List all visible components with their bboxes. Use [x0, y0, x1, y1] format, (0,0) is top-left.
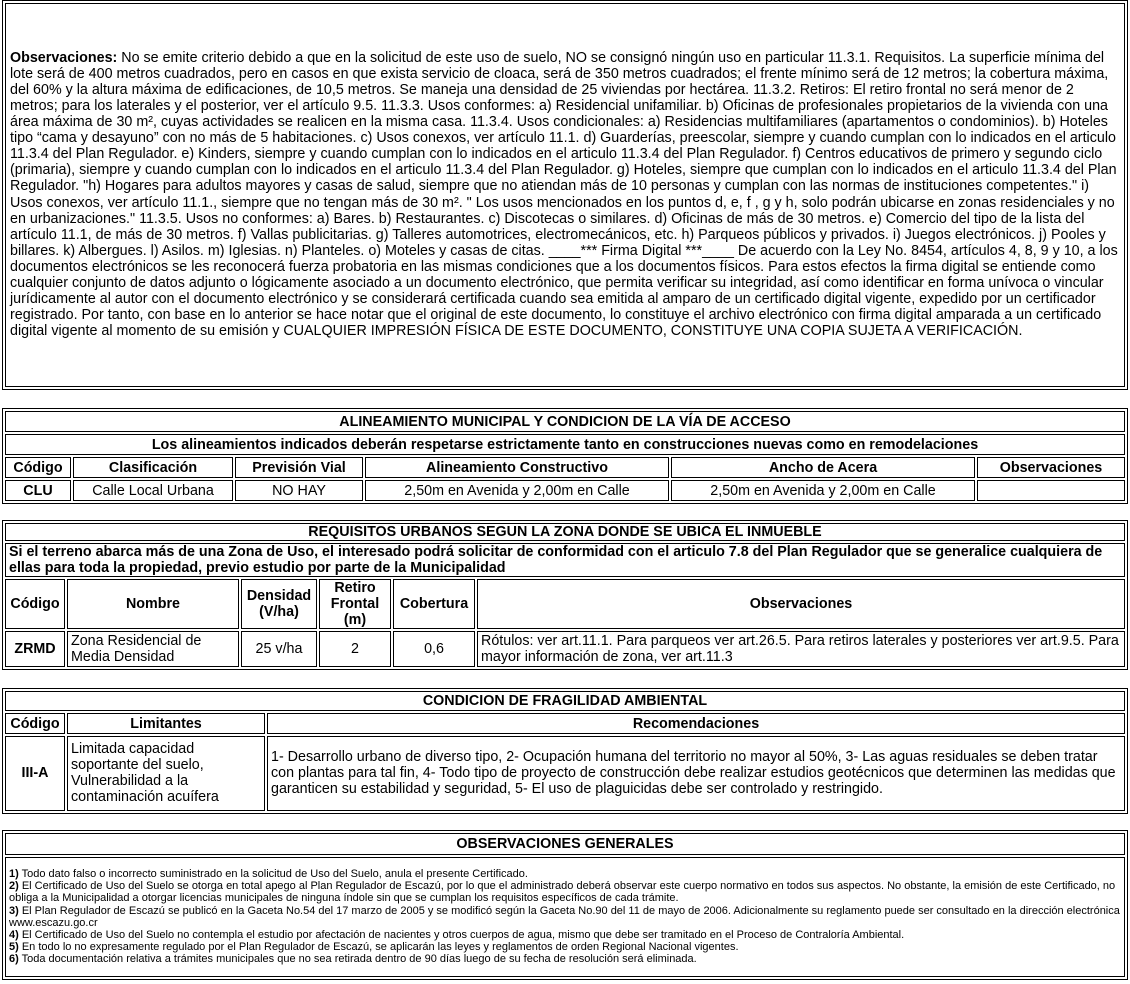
observaciones-label: Observaciones: [10, 49, 118, 66]
generales-item-number: 5) [9, 941, 19, 954]
alineamiento-table [2, 408, 1128, 504]
observaciones-table [2, 0, 1128, 390]
requisitos-codigo: ZRMD [5, 631, 65, 667]
fragilidad-codigo: III-A [5, 736, 65, 811]
requisitos-header-cobertura: Cobertura [393, 579, 475, 629]
requisitos-header-densidad: Densidad (V/ha) [241, 579, 317, 629]
alineamiento-header-acera: Ancho de Acera [671, 457, 975, 478]
fragilidad-header-codigo: Código [5, 713, 65, 733]
requisitos-observaciones: Rótulos: ver art.11.1. Para parqueos ver art.26.5. Para retiros laterales y posteriores ver art.9.5. Para mayor información de zona, ver art.11.3 [477, 631, 1125, 667]
requisitos-header-codigo: Código [5, 579, 65, 629]
generales-item [9, 905, 1121, 929]
requisitos-retiro: 2 [319, 631, 391, 667]
requisitos-header-nombre: Nombre [67, 579, 239, 629]
requisitos-densidad: 25 v/ha [241, 631, 317, 667]
generales-item [9, 953, 1121, 965]
observaciones-text: No se emite criterio debido a que en la solicitud de este uso de suelo, NO se consignó ningún uso en particular 11.3.1. Requisitos. La superficie mínima del lote será de 400 metros cuadrados, pero en casos en que exista servicio de cloaca, será de 350 metros cuadrados; el frente mínimo será de 12 metros; la cobertura máxima, del 60% y la altura máxima de edificaciones, de 10,5 metros. Se maneja una densidad de 25 viviendas por hectárea. 11.3.2. Retiros: El retiro frontal no será menor de 2 metros; para los laterales y el posterior, ver el artículo 9.5. 11.3.3. Usos conformes: a) Residencial unifamiliar. b) Oficinas de profesionales propietarios de la vivienda con una área máxima de 30 m², cuyas actividades se realicen en la misma casa. 11.3.4. Usos condicionales: a) Residencias multifamiliares (apartamentos o condominios). b) Hoteles tipo “cama y desayuno” con no más de 5 habitaciones. c) Usos conexos, ver artículo 11.1. d) Guarderías, preescolar, siempre y cuando cumplan con lo indicados en el articulo 11.3.4 del Plan Regulador. e) Kinders, siempre y cuando cumplan con lo indicados en el articulo 11.3.4 del Plan Regulador. f) Centros educativos de primero y segundo ciclo (primaria), siempre y cuando cumplan con lo indicados en el articulo 11.3.4 del Plan Regulador. g) Hoteles, siempre que cumplan con lo indicados en el articulo 11.3.4 del Plan Regulador. "h) Hogares para adultos mayores y casas de salud, siempre que no atiendan más de 10 personas y cumplan con las normas de instituciones competentes." i) Usos conexos, ver artículo 11.1., siempre que no tengan más de 30 m². " Los usos mencionados en los puntos d, e, f , g y h, solo podrán ubicarse en zonas residenciales y no en urbanizaciones." 11.3.5. Usos no conformes: a) Bares. b) Restaurantes. c) Discotecas o similares. d) Oficinas de más de 30 metros. e) Comercio del tipo de la lista del artículo 11.1, de más de 30 metros. f) Vallas publicitarias. g) Talleres automotrices, electromecánicos, etc. h) Parqueos públicos y privados. i) Juegos electrónicos. j) Pooles y billares. k) Albergues. l) Asilos. m) Iglesias. n) Planteles. o) Moteles y casas de citas. ____*** Firma Digital ***____ De acuerdo con la Ley No. 8454, artículos 4, 8, 9 y 10, a los documentos electrónicos se les reconocerá fuerza probatoria en las mismas condiciones que a los documentos físicos. Para estos efectos la firma digital se entiende como cualquier conjunto de datos adjunto o lógicamente asociado a un documento electrónico, que permita verificar su integridad, así como identificar en forma unívoca o vincular jurídicamente al autor con el documento electrónico y se considerará certificada cuando sea emitida al amparo de un certificado digital vigente, expedido por un certificador registrado. Por tanto, con base en lo anterior se hace notar que el original de este documento, lo constituye el archivo electrónico con firma digital amparada a un certificado digital vigente al momento de su emisión y CUALQUIER IMPRESIÓN FÍSICA DE ESTE DOCUMENTO, CONSTITUYE UNA COPIA SUJETA A VERIFICACIÓN. [10, 49, 1118, 340]
alineamiento-header-alineamiento: Alineamiento Constructivo [365, 457, 669, 478]
requisitos-table [2, 520, 1128, 670]
requisitos-header-observaciones: Observaciones [477, 579, 1125, 629]
generales-item [9, 868, 1121, 880]
fragilidad-table [2, 688, 1128, 814]
fragilidad-limitantes: Limitada capacidad soportante del suelo, Vulnerabilidad a la contaminación acuífera [67, 736, 265, 811]
generales-item [9, 880, 1121, 904]
requisitos-header-retiro: Retiro Frontal (m) [319, 579, 391, 629]
fragilidad-header-limitantes: Limitantes [67, 713, 265, 733]
fragilidad-title: CONDICION DE FRAGILIDAD AMBIENTAL [5, 691, 1125, 711]
fragilidad-header-recomendaciones: Recomendaciones [267, 713, 1125, 733]
alineamiento-clasificacion: Calle Local Urbana [73, 480, 233, 501]
alineamiento-header-observaciones: Observaciones [977, 457, 1125, 478]
generales-item-number: 2) [9, 880, 19, 893]
generales-item-text: El Plan Regulador de Escazú se publicó en la Gaceta No.54 del 17 marzo de 2005 y se modificó según la Gaceta No.90 del 11 de mayo de 2006. Adicionalmente su reglamento puede ser consultado en la dirección electrónica www.escazu.go.cr [9, 904, 1120, 929]
generales-item-number: 1) [9, 868, 19, 881]
alineamiento-header-prevision: Previsión Vial [235, 457, 363, 478]
fragilidad-recomendaciones: 1- Desarrollo urbano de diverso tipo, 2- Ocupación humana del territorio no mayor al 50%, 3- Las aguas residuales se deben tratar con plantas para tal fin, 4- Todo tipo de proyecto de construcción debe realizar estudios geotécnicos que determinen las medidas que garanticen su estabilidad y seguridad, 5- El uso de plaguicidas debe ser controlado y restringido. [267, 736, 1125, 811]
requisitos-title: REQUISITOS URBANOS SEGUN LA ZONA DONDE SE UBICA EL INMUEBLE [5, 523, 1125, 541]
generales-table [2, 830, 1128, 980]
alineamiento-title: ALINEAMIENTO MUNICIPAL Y CONDICION DE LA VÍA DE ACCESO [5, 411, 1125, 432]
alineamiento-ancho-acera: 2,50m en Avenida y 2,00m en Calle [671, 480, 975, 501]
alineamiento-prevision: NO HAY [235, 480, 363, 501]
generales-item-number: 6) [9, 953, 19, 966]
generales-item-number: 4) [9, 929, 19, 942]
generales-item-text: Toda documentación relativa a trámites municipales que no sea retirada dentro de 90 días luego de su fecha de resolución será eliminada. [18, 953, 697, 966]
generales-item-text: El Certificado de Uso del Suelo no contempla el estudio por afectación de nacientes y otros cuerpos de agua, mismo que debe ser tramitado en el Proceso de Contraloría Ambiental. [18, 929, 905, 942]
observaciones-cell [5, 3, 1125, 387]
requisitos-nombre: Zona Residencial de Media Densidad [67, 631, 239, 667]
generales-item [9, 929, 1121, 941]
alineamiento-constructivo: 2,50m en Avenida y 2,00m en Calle [365, 480, 669, 501]
generales-item-text: En todo lo no expresamente regulado por el Plan Regulador de Escazú, se aplicarán las leyes y reglamentos de orden Regional Nacional vigentes. [18, 941, 739, 954]
alineamiento-header-clasificacion: Clasificación [73, 457, 233, 478]
generales-item-number: 3) [9, 904, 19, 917]
alineamiento-subtitle: Los alineamientos indicados deberán respetarse estrictamente tanto en construcciones nuevas como en remodelaciones [5, 434, 1125, 455]
generales-list [5, 857, 1125, 977]
requisitos-subtitle: Si el terreno abarca más de una Zona de Uso, el interesado podrá solicitar de conformidad con el articulo 7.8 del Plan Regulador que se generalice cualquiera de ellas para toda la propiedad, previo estudio por parte de la Municipalidad [5, 543, 1125, 577]
alineamiento-header-codigo: Código [5, 457, 71, 478]
generales-item-text: Todo dato falso o incorrecto suministrado en la solicitud de Uso del Suelo, anula el presente Certificado. [18, 868, 528, 881]
generales-title: OBSERVACIONES GENERALES [5, 833, 1125, 855]
alineamiento-observaciones [977, 480, 1125, 501]
generales-item-text: El Certificado de Uso del Suelo se otorga en total apego al Plan Regulador de Escazú, por lo que el administrado deberá observar este cuerpo normativo en todos sus aspectos. No obstante, la emisión de este Certificado, no obliga a la Municipalidad a otorgar licencias municipales de ninguna índole sin que se cumplan los requisitos específicos de cada trámite. [9, 880, 1116, 905]
generales-item [9, 941, 1121, 953]
requisitos-cobertura: 0,6 [393, 631, 475, 667]
alineamiento-codigo: CLU [5, 480, 71, 501]
